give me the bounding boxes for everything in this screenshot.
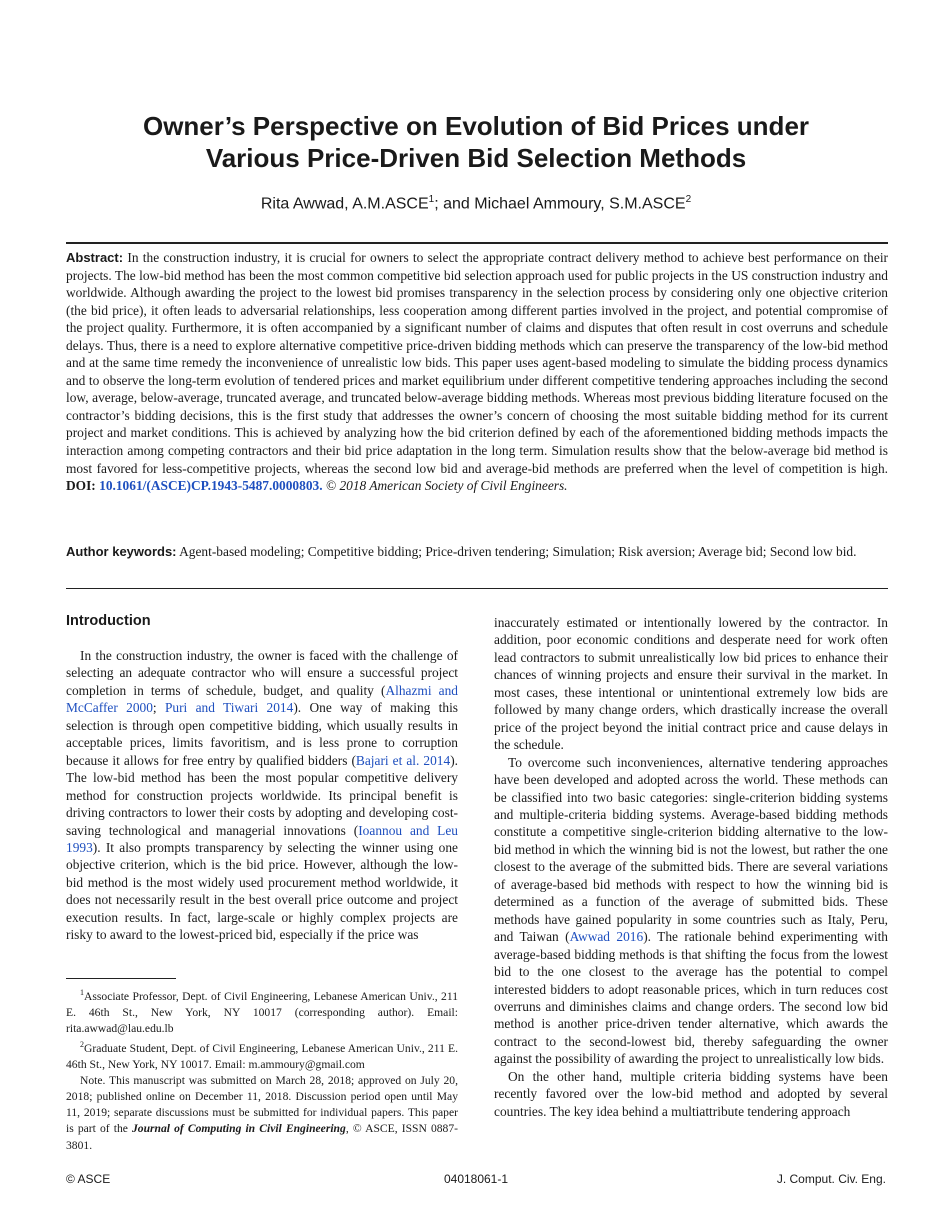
left-column bbox=[66, 647, 458, 944]
journal-name: Journal of Computing in Civil Engineering bbox=[132, 1122, 346, 1136]
author-line bbox=[60, 190, 892, 214]
abstract-top-rule bbox=[66, 242, 888, 244]
keywords-block bbox=[66, 543, 888, 561]
intro-paragraph-2 bbox=[494, 754, 888, 1068]
intro-p2-text-a: To overcome such inconveniences, alternative tendering approaches have been developed and adopted across the world. These methods can be classified into two basic categories: single-criterion bidding systems and multiple-criteria bidding systems. Average-based bidding methods constitute a competitive single-criterion bidding alternative to the low-bid method in which the winning bid is not the lowest, but rather the one closest to the average of the submitted bids. There are several variations of average-based bid methods with respect to how the winning bid is determined as a function of the average of submitted bids. These methods have gained popularity in some countries such as Italy, Peru, and Taiwan ( bbox=[494, 754, 888, 945]
abstract-copyright: © 2018 American Society of Civil Engineers. bbox=[325, 478, 568, 494]
footer-page-number: 04018061-1 bbox=[443, 1172, 509, 1186]
title-line-1: Owner’s Perspective on Evolution of Bid Prices under bbox=[142, 111, 810, 141]
footnote-rule bbox=[66, 978, 176, 979]
footnote-2-marker: 2 bbox=[80, 1040, 84, 1050]
intro-paragraph-1 bbox=[66, 647, 458, 944]
intro-p1-text-c: ). One way of making this selection is through open competitive bidding, which usually results in acceptable prices, limits favoritism, and is less prone to corruption because it allows for free entry by qualified bidders ( bbox=[66, 700, 458, 768]
abstract-block bbox=[66, 249, 888, 495]
citation-link[interactable]: Awwad 2016 bbox=[569, 929, 644, 945]
footnote-1-text: Associate Professor, Dept. of Civil Engineering, Lebanese American Univ., 211 E. 46th St., New York, NY 10017 (corresponding author). Email: rita.awwad@lau.edu.lb bbox=[66, 989, 458, 1036]
author-1-affiliation-marker[interactable]: 1 bbox=[428, 194, 435, 205]
author-separator: ; and bbox=[434, 195, 475, 213]
abstract-text: In the construction industry, it is crucial for owners to select the appropriate contract delivery method to achieve best performance on their projects. The low-bid method has been the most common competitive bid selection approach used for public projects in the US construction industry and worldwide. Although awarding the project to the lowest bid promises transparency in the selection process by considering only one objective criterion (the bid price), it often leads to adversarial relationships, less cooperation among different parties involved in the project, and potential compromise of the project quality. Furthermore, it is often accompanied by a significant number of claims and disputes that often result in cost overruns and schedule delays. Thus, there is a need to explore alternative competitive price-driven bidding methods which can preserve the transparency of the low-bid method and at the same time remedy the inconvenience of unrealistic low bids. This paper uses agent-based modeling to simulate the bidding process dynamics and to observe the long-term evolution of tendered prices and market equilibrium under different competitive tendering approaches including the second low, average, below-average, truncated average, and truncated below-average bidding methods. Whereas most previous bidding literature focused on the contractor’s bidding decisions, this is the first study that addresses the owner’s concern of choosing the most suitable bidding method for its current project and market conditions. This is achieved by analyzing how the bid criterion defined by each of the aforementioned bidding methods impacts the interaction among competing contractors and their bid price adaptation in the long term. Simulation results show that the below-average bid method is most favored for less-competitive projects, whereas the second low bid and average-bid methods are preferred when the level of competition is high. bbox=[66, 250, 888, 476]
intro-p1-text-b: ; bbox=[152, 700, 165, 716]
title-line-2: Various Price-Driven Bid Selection Methods bbox=[205, 143, 747, 173]
doi-label: DOI: bbox=[66, 478, 96, 494]
citation-link[interactable]: Bajari et al. 2014 bbox=[355, 752, 451, 768]
footer-journal: J. Comput. Civ. Eng. bbox=[776, 1172, 886, 1186]
keywords-text: Agent-based modeling; Competitive bidding; Price-driven tendering; Simulation; Risk aversion; Average bid; Second low bid. bbox=[179, 544, 857, 559]
keywords-bottom-rule bbox=[66, 588, 888, 589]
citation-link[interactable]: Ioannou and Leu 1993 bbox=[66, 822, 458, 855]
author-2: Michael Ammoury, S.M.ASCE bbox=[474, 195, 686, 213]
intro-p1-text-e: ). It also prompts transparency by selecting the winner using one objective criterion, which is the bid price. However, although the low-bid method is the most widely used procurement method worldwide, it does not necessarily result in the best overall price outcome and project execution results. In fact, large-scale or highly complex projects are risky to award to the lowest-priced bid, especially if the price was bbox=[66, 839, 458, 943]
footnote-1-marker: 1 bbox=[80, 988, 84, 997]
intro-p2-text-b: ). The rationale behind experimenting with average-based bidding methods is that shifting the focus from the lowest bid to the one closest to the average has the potential to compel interested bidders to adopt reasonable prices, which in turn reduces cost overruns and diminishes claims and change orders. The second low bid method is another price-driven tender alternative, which awards the contract to the second-lowest bid, thereby safeguarding the owner against the possibility of awarding the project to unrealistically low bids. bbox=[494, 929, 888, 1067]
right-column bbox=[494, 614, 888, 1120]
footnotes-block bbox=[66, 985, 458, 1154]
citation-link[interactable]: Alhazmi and McCaffer 2000 bbox=[66, 682, 458, 716]
note-text-a: Note. This manuscript was submitted on March 28, 2018; approved on July 20, 2018; published online on December 11, 2018. Discussion period open until May 11, 2019; separate discussions must be submitted for individual papers. This paper is part of the bbox=[66, 1074, 458, 1136]
intro-p1-text-d: ). The low-bid method has been the most popular competitive delivery method for construction projects worldwide. Its principal benefit is driving contractors to lower their costs by adopting and developing cost-saving technological and managerial innovations ( bbox=[66, 752, 459, 838]
doi-link[interactable]: 10.1061/(ASCE)CP.1943-5487.0000803. bbox=[99, 478, 323, 494]
footnote-2-text: Graduate Student, Dept. of Civil Engineering, Lebanese American Univ., 211 E. 46th St., New York, NY 10017. Email: m.ammoury@gmail.com bbox=[66, 1042, 458, 1072]
manuscript-note bbox=[66, 1073, 458, 1153]
author-2-affiliation-marker[interactable]: 2 bbox=[685, 194, 692, 205]
footnote-1 bbox=[66, 985, 458, 1037]
citation-link[interactable]: Puri and Tiwari 2014 bbox=[164, 700, 294, 716]
intro-paragraph-3: On the other hand, multiple criteria bidding systems have been recently favored over the low-bid method and adopted by several countries. The key idea behind a multiattribute tendering approach bbox=[494, 1068, 888, 1119]
footer-left: © ASCE bbox=[66, 1172, 111, 1186]
paper-title bbox=[60, 110, 892, 174]
intro-p1-text-a: In the construction industry, the owner is faced with the challenge of selecting an adequate contractor who will ensure a successful project completion in terms of schedule, budget, and quality ( bbox=[66, 648, 458, 698]
keywords-label: Author keywords: bbox=[66, 544, 177, 559]
note-text-b: , © ASCE, ISSN 0887-3801. bbox=[66, 1122, 459, 1152]
footnote-2 bbox=[66, 1037, 458, 1073]
section-heading-introduction: Introduction bbox=[66, 613, 151, 629]
intro-paragraph-continued: inaccurately estimated or intentionally lowered by the contractor. In addition, poor economic conditions and desperate need for work often lead contractors to submit unrealistically low bid prices to enhance their chances of winning projects and ensure their survival in the market. In most cases, these intentional or unintentional extremely low bids are followed by many change orders, which drastically increase the overall price of the project beyond the initial contract price and cause delays in the schedule. bbox=[494, 615, 888, 753]
abstract-label: Abstract: bbox=[66, 250, 124, 265]
author-1: Rita Awwad, A.M.ASCE bbox=[260, 195, 429, 213]
